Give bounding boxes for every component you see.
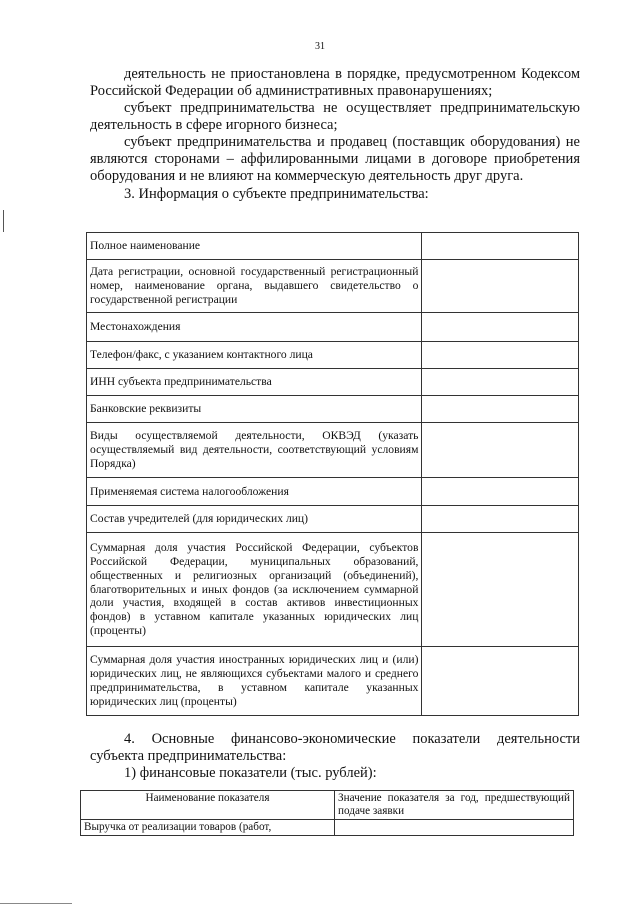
table-row xyxy=(87,396,579,423)
table-row xyxy=(87,369,579,396)
bottom-rule xyxy=(0,903,72,904)
row-label-founders: Состав учредителей (для юридических лиц) xyxy=(87,506,422,533)
table-row xyxy=(87,478,579,506)
section-4-subheading: 1) финансовые показатели (тыс. рублей): xyxy=(124,765,377,781)
subject-info-table xyxy=(86,232,579,716)
row-label-activities: Виды осуществляемой деятельности, ОКВЭД (указать осуществляемый вид деятельности, соответствующий условиям Порядка) xyxy=(87,423,422,478)
row-label-inn: ИНН субъекта предпринимательства xyxy=(87,369,422,396)
row-value-bank[interactable] xyxy=(422,396,579,423)
table-row xyxy=(87,313,579,342)
paragraph-suspension: деятельность не приостановлена в порядке, предусмотренном Кодексом Российской Федерации об административных правонарушениях; xyxy=(90,66,580,99)
row-value-foreign-share[interactable] xyxy=(422,647,579,716)
row-value-tax-system[interactable] xyxy=(422,478,579,506)
row-label-foreign-share: Суммарная доля участия иностранных юридических лиц и (или) юридических лиц, не являющихся субъектами малого и среднего предпринимательства, в уставном капитале указанных юридических лиц (проценты) xyxy=(87,647,422,716)
table-row xyxy=(81,820,574,836)
table-header-row xyxy=(81,791,574,820)
table-row xyxy=(87,260,579,313)
table-row xyxy=(87,233,579,260)
row-label-registration: Дата регистрации, основной государственный регистрационный номер, наименование органа, выдавшего свидетельство о государственной регистрации xyxy=(87,260,422,313)
row-value-founders[interactable] xyxy=(422,506,579,533)
table-row xyxy=(87,506,579,533)
row-value-inn[interactable] xyxy=(422,369,579,396)
header-indicator-name: Наименование показателя xyxy=(81,791,335,820)
row-label-state-share: Суммарная доля участия Российской Федерации, субъектов Российской Федерации, муниципальных образований, общественных и религиозных организаций (объединений), благотворительных и иных фондов (за исключением суммарной доли участия, входящей в состав активов инвестиционных фондов) в уставном капитале указанных юридических лиц (проценты) xyxy=(87,533,422,647)
row-value-full-name[interactable] xyxy=(422,233,579,260)
row-value-location[interactable] xyxy=(422,313,579,342)
margin-mark xyxy=(3,210,4,232)
paragraph-gambling: субъект предпринимательства не осуществляет предпринимательскую деятельность в сфере игорного бизнеса; xyxy=(90,100,580,133)
section-3-heading: 3. Информация о субъекте предпринимательства: xyxy=(124,186,429,202)
row-value-phone[interactable] xyxy=(422,342,579,369)
table-row xyxy=(87,423,579,478)
section-4-text xyxy=(90,731,580,782)
row-value-activities[interactable] xyxy=(422,423,579,478)
row-value-revenue[interactable] xyxy=(335,820,574,836)
paragraph-affiliation: субъект предпринимательства и продавец (поставщик оборудования) не являются сторонами – аффилированными лицами в договоре приобретения оборудования и не влияют на коммерческую деятельность друг друга. xyxy=(90,134,580,184)
section-4-heading: 4. Основные финансово-экономические показатели деятельности субъекта предпринимательства: xyxy=(90,731,580,764)
row-label-bank: Банковские реквизиты xyxy=(87,396,422,423)
table-row xyxy=(87,342,579,369)
row-value-state-share[interactable] xyxy=(422,533,579,647)
row-label-location: Местонахождения xyxy=(87,313,422,342)
row-label-revenue: Выручка от реализации товаров (работ, xyxy=(81,820,335,836)
header-indicator-value: Значение показателя за год, предшествующий подаче заявки xyxy=(335,791,574,820)
financial-indicators-table xyxy=(80,790,574,836)
table-row xyxy=(87,647,579,716)
page-number: 31 xyxy=(315,41,325,52)
row-label-phone: Телефон/факс, с указанием контактного лица xyxy=(87,342,422,369)
row-label-full-name: Полное наименование xyxy=(87,233,422,260)
table-row xyxy=(87,533,579,647)
row-label-tax-system: Применяемая система налогообложения xyxy=(87,478,422,506)
row-value-registration[interactable] xyxy=(422,260,579,313)
intro-text xyxy=(90,66,580,203)
